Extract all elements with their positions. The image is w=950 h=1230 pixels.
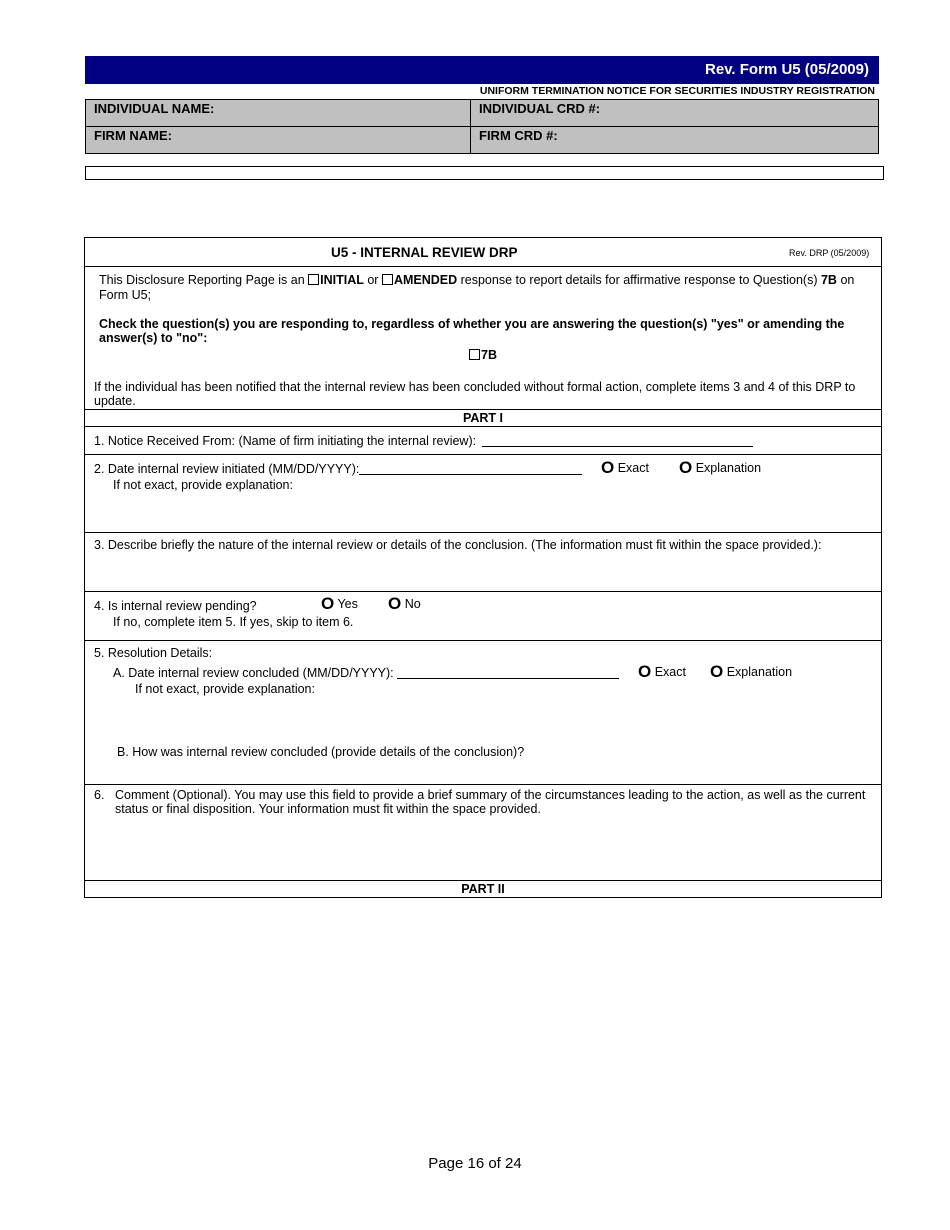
yes-label: Yes	[337, 597, 358, 611]
page-number: Page 16 of 24	[428, 1155, 522, 1172]
blank-box	[85, 166, 884, 180]
divider	[85, 454, 881, 455]
no-label: No	[404, 597, 421, 611]
individual-name-label: INDIVIDUAL NAME:	[94, 101, 215, 116]
part-1-heading: PART I	[462, 411, 504, 425]
pending-yes-option[interactable]	[321, 594, 358, 614]
check-instruction: Check the question(s) you are responding to, regardless of whether you are answering the question(s) "yes" or amending the answer(s) to "no":	[99, 317, 845, 345]
divider	[85, 266, 881, 267]
firm-name-label: FIRM NAME:	[94, 128, 172, 143]
divider	[85, 426, 881, 427]
intro-line-2: Form U5;	[99, 288, 152, 302]
item-5-heading: 5. Resolution Details:	[94, 646, 213, 660]
form-revision: Rev. Form U5 (05/2009)	[705, 61, 869, 78]
item-2-note: If not exact, provide explanation:	[113, 478, 293, 492]
exact-radio[interactable]: O	[601, 458, 615, 477]
item-6-question: Comment (Optional). You may use this field to provide a brief summary of the circumstances leading to the action, as well as the current status or final disposition. Your information must fit within the space provided.	[115, 788, 866, 816]
item-3-question: 3. Describe briefly the nature of the internal review or details of the conclusion. (The information must fit within the space provided.):	[94, 538, 822, 552]
checkbox-7b[interactable]	[469, 349, 480, 360]
item-5b-question: B. How was internal review concluded (provide details of the conclusion)?	[117, 745, 525, 759]
firm-crd-cell[interactable]	[471, 126, 878, 153]
no-radio[interactable]: O	[388, 594, 402, 613]
divider	[85, 532, 881, 533]
checkbox-7b-label: 7B	[481, 348, 497, 362]
individual-crd-label: INDIVIDUAL CRD #:	[479, 101, 601, 116]
divider	[85, 880, 881, 881]
divider	[85, 409, 881, 410]
question-ref: 7B	[820, 273, 837, 287]
initial-checkbox[interactable]	[308, 274, 319, 285]
item-5a-question: A. Date internal review concluded (MM/DD/YYYY):	[113, 666, 394, 680]
identity-table	[85, 99, 879, 154]
notice-received-from-field[interactable]	[482, 434, 753, 447]
notified-text: If the individual has been notified that the internal review has been concluded without formal action, complete items 3 and 4 of this DRP to update.	[94, 380, 856, 408]
internal-review-drp-form	[84, 237, 882, 898]
date-concluded-exact-option[interactable]	[638, 662, 686, 682]
item-4-note: If no, complete item 5. If yes, skip to item 6.	[113, 615, 354, 629]
item-1-question: 1. Notice Received From: (Name of firm initiating the internal review):	[94, 434, 477, 448]
item-4-question: 4. Is internal review pending?	[94, 599, 257, 613]
item-6-number: 6.	[94, 788, 105, 802]
part-2-heading: PART II	[461, 882, 505, 896]
divider	[85, 784, 881, 785]
yes-radio[interactable]: O	[321, 594, 335, 613]
amended-checkbox[interactable]	[382, 274, 393, 285]
item-5a-note: If not exact, provide explanation:	[135, 682, 315, 696]
explanation-label: Explanation	[726, 665, 793, 679]
exact-radio[interactable]: O	[638, 662, 652, 681]
drp-title: U5 - INTERNAL REVIEW DRP	[331, 245, 518, 260]
drp-revision: Rev. DRP (05/2009)	[789, 248, 870, 258]
explanation-radio[interactable]: O	[710, 662, 724, 681]
date-concluded-field[interactable]	[397, 666, 619, 679]
firm-name-cell[interactable]	[86, 126, 471, 153]
date-initiated-explanation-option[interactable]	[679, 458, 761, 478]
firm-crd-label: FIRM CRD #:	[479, 128, 558, 143]
form-subtitle: UNIFORM TERMINATION NOTICE FOR SECURITIES INDUSTRY REGISTRATION	[479, 85, 875, 97]
item-2-question: 2. Date internal review initiated (MM/DD/YYYY):	[94, 462, 360, 476]
date-initiated-exact-option[interactable]	[601, 458, 649, 478]
divider	[85, 591, 881, 592]
intro-line-1: This Disclosure Reporting Page is an INITIAL or AMENDED response to report details for affirmative response to Question(s) 7B on	[99, 273, 855, 287]
explanation-label: Explanation	[695, 461, 762, 475]
exact-label: Exact	[617, 461, 649, 475]
explanation-radio[interactable]: O	[679, 458, 693, 477]
individual-crd-cell[interactable]	[471, 100, 878, 126]
date-initiated-field[interactable]	[359, 462, 582, 475]
amended-label: AMENDED	[393, 273, 458, 287]
individual-name-cell[interactable]	[86, 100, 471, 126]
exact-label: Exact	[654, 665, 686, 679]
divider	[85, 640, 881, 641]
checkbox-7b-group	[469, 348, 497, 362]
date-concluded-explanation-option[interactable]	[710, 662, 792, 682]
initial-label: INITIAL	[320, 273, 364, 287]
form-revision-bar	[85, 56, 879, 84]
pending-no-option[interactable]	[388, 594, 421, 614]
